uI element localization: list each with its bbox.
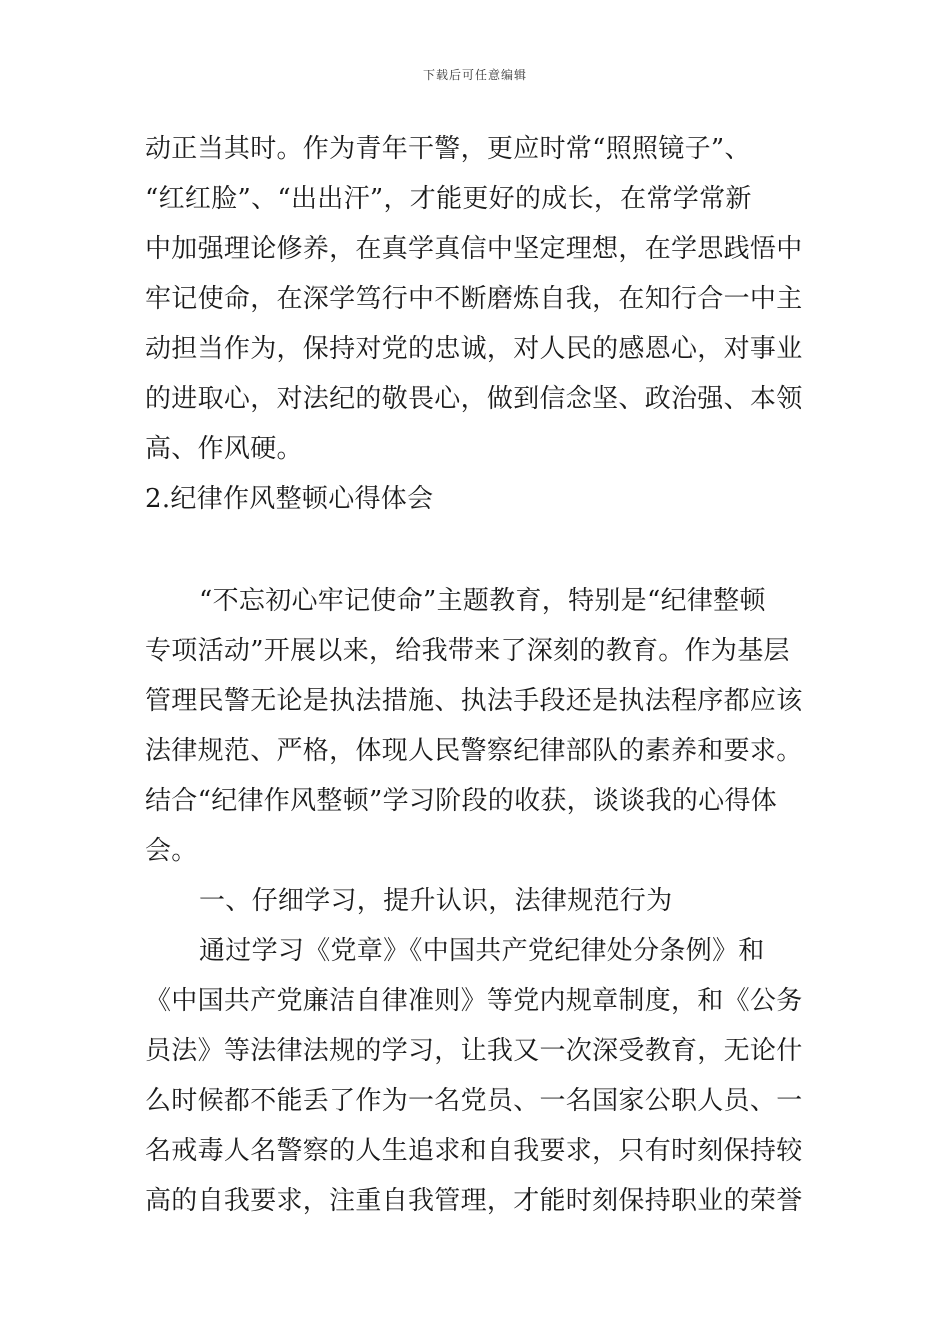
text-line: 管理民警无论是执法措施、执法手段还是执法程序都应该 [145,686,803,716]
text-line: 高、作风硬。 [145,434,303,464]
blank-spacer [145,524,813,576]
text-line: 动正当其时。作为青年干警，更应时常“照照镜子”、 [145,134,751,164]
paragraph-study [145,926,813,1226]
document-body [145,124,813,1226]
text-line: 法律规范、严格，体现人民警察纪律部队的素养和要求。 [145,736,803,766]
subheading: 一、仔细学习，提升认识，法律规范行为 [199,886,673,916]
text-line: 员法》等法律法规的学习，让我又一次深受教育，无论什 [145,1036,803,1066]
text-line: 的进取心，对法纪的敬畏心，做到信念坚、政治强、本领 [145,384,803,414]
text-line: “红红脸”、“出出汗”，才能更好的成长，在常学常新 [145,184,752,214]
text-line: “不忘初心牢记使命”主题教育，特别是“纪律整顿 [199,586,766,616]
section-title: 2.纪律作风整顿心得体会 [145,484,434,514]
paragraph-intro [145,576,813,876]
text-line: 会。 [145,836,198,866]
text-line: 牢记使命，在深学笃行中不断磨炼自我，在知行合一中主 [145,284,803,314]
text-line: 《中国共产党廉洁自律准则》等党内规章制度，和《公务 [145,986,803,1016]
text-line: 高的自我要求，注重自我管理，才能时刻保持职业的荣誉 [145,1186,803,1216]
text-line: 结合“纪律作风整顿”学习阶段的收获，谈谈我的心得体 [145,786,778,816]
text-line: 通过学习《党章》《中国共产党纪律处分条例》和 [199,936,765,966]
page-header: 下载后可任意编辑 [422,68,527,82]
text-line: 中加强理论修养，在真学真信中坚定理想，在学思践悟中 [145,234,803,264]
paragraph-continuation [145,124,813,474]
text-line: 专项活动”开展以来，给我带来了深刻的教育。作为基层 [145,636,790,666]
text-line: 名戒毒人名警察的人生追求和自我要求，只有时刻保持较 [145,1136,803,1166]
text-line: 动担当作为，保持对党的忠诚，对人民的感恩心，对事业 [145,334,803,364]
text-line: 么时候都不能丢了作为一名党员、一名国家公职人员、一 [145,1086,803,1116]
